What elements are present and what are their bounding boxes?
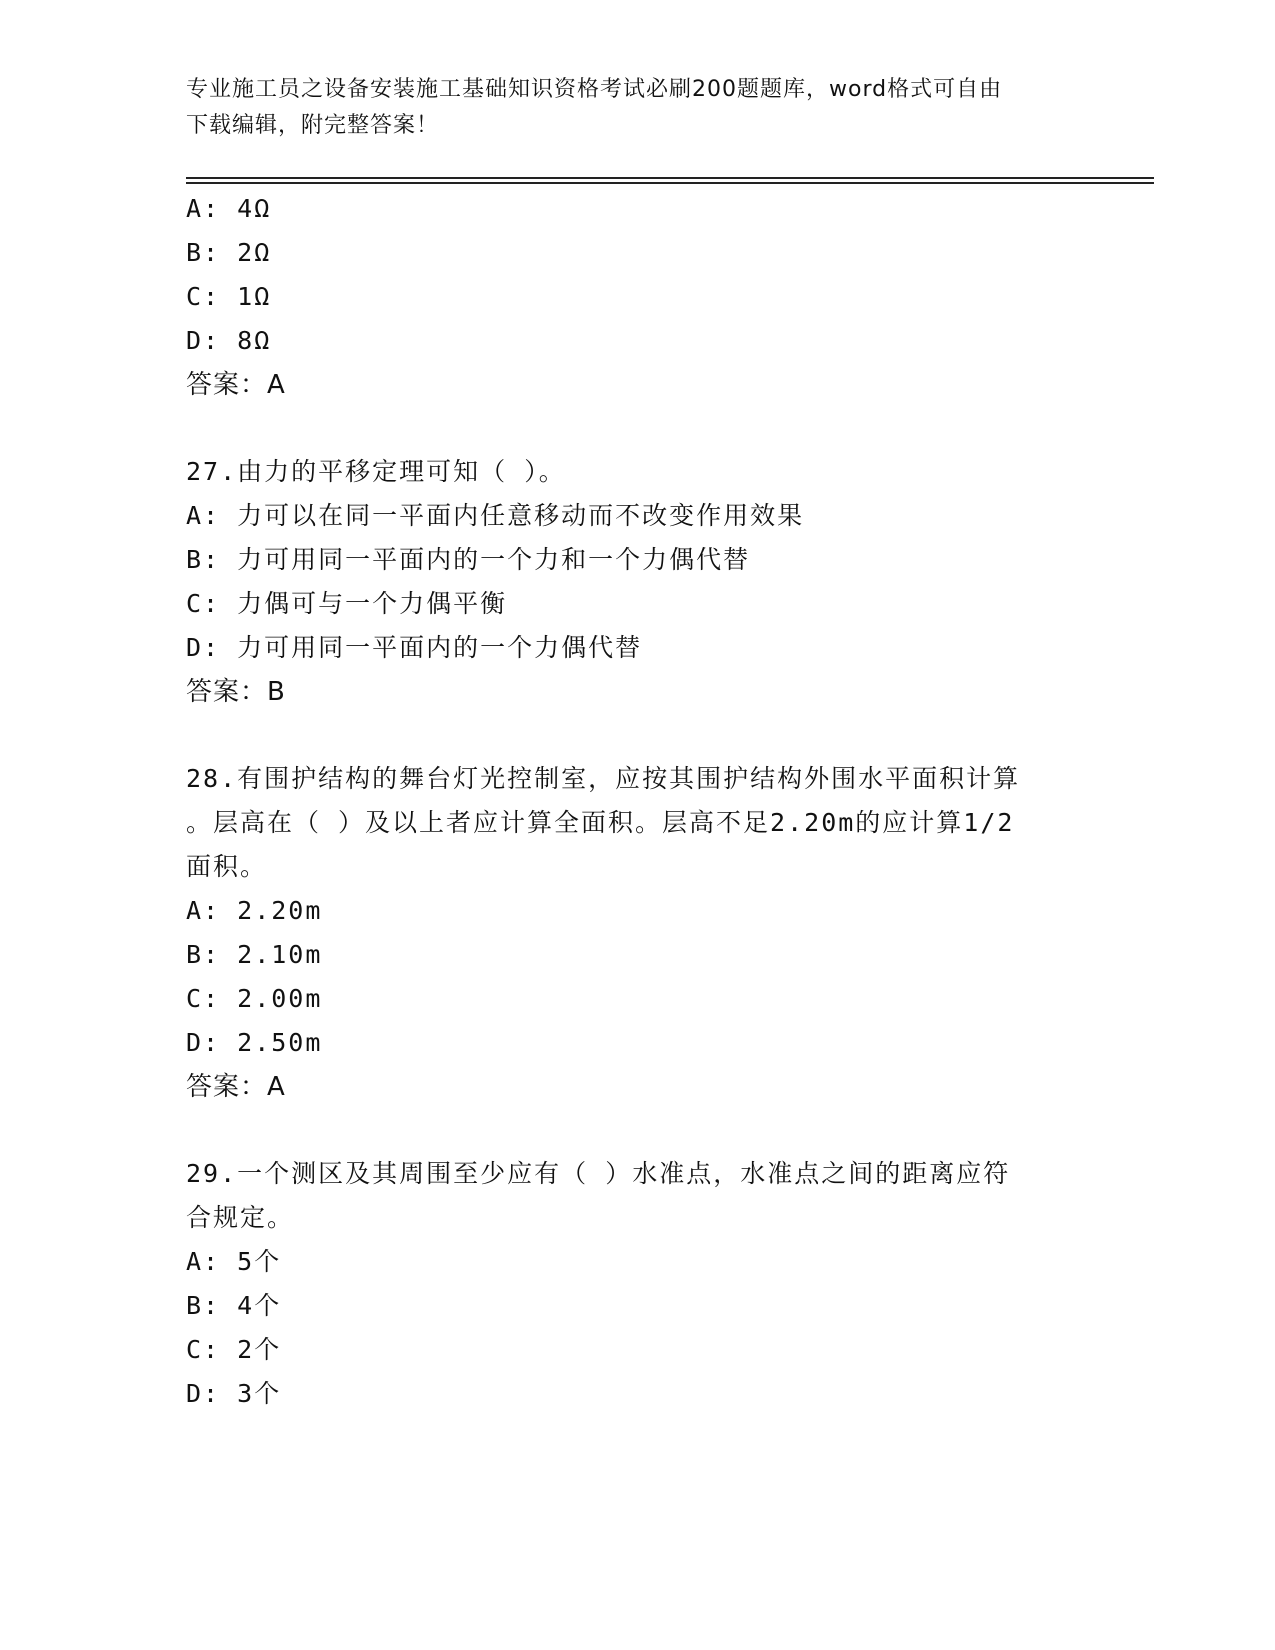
q28-question-line-2: 。层高在（ ）及以上者应计算全面积。层高不足2.20m的应计算1/2: [186, 808, 1015, 837]
q27-option-c: C: 力偶可与一个力偶平衡: [186, 589, 508, 618]
q29-option-d: D: 3个: [186, 1379, 282, 1408]
q28-question-line-3: 面积。: [186, 852, 268, 881]
q26-answer: 答案：A: [186, 370, 286, 400]
header-line-1: 专业施工员之设备安装施工基础知识资格考试必刷200题题库，word格式可自由: [186, 77, 1003, 102]
q28-option-c: C: 2.00m: [186, 984, 323, 1013]
q27-answer: 答案：B: [186, 677, 286, 707]
q26-option-b: B: 2Ω: [186, 238, 272, 267]
q28-option-a: A: 2.20m: [186, 896, 323, 925]
q29-option-b: B: 4个: [186, 1291, 282, 1320]
q28-option-b: B: 2.10m: [186, 940, 323, 969]
q29-option-a: A: 5个: [186, 1247, 282, 1276]
header-divider-top: [186, 177, 1154, 179]
q26-option-d: D: 8Ω: [186, 326, 272, 355]
document-header: [186, 72, 1066, 144]
q27-option-d: D: 力可用同一平面内的一个力偶代替: [186, 633, 643, 662]
header-line-2: 下载编辑，附完整答案！: [186, 113, 440, 138]
q26-option-a: A: 4Ω: [186, 194, 272, 223]
q29-option-c: C: 2个: [186, 1335, 282, 1364]
q29-question-line-2: 合规定。: [186, 1203, 295, 1232]
q29-question-line-1: 29.一个测区及其周围至少应有（ ）水准点，水准点之间的距离应符: [186, 1159, 1011, 1188]
q27-question: 27.由力的平移定理可知（ ）。: [186, 457, 566, 486]
q28-question-line-1: 28.有围护结构的舞台灯光控制室，应按其围护结构外围水平面积计算: [186, 764, 1021, 793]
q28-answer: 答案：A: [186, 1072, 286, 1102]
q27-option-a: A: 力可以在同一平面内任意移动而不改变作用效果: [186, 501, 805, 530]
header-divider-bottom: [186, 182, 1154, 184]
q27-option-b: B: 力可用同一平面内的一个力和一个力偶代替: [186, 545, 751, 574]
q28-option-d: D: 2.50m: [186, 1028, 323, 1057]
q26-option-c: C: 1Ω: [186, 282, 272, 311]
